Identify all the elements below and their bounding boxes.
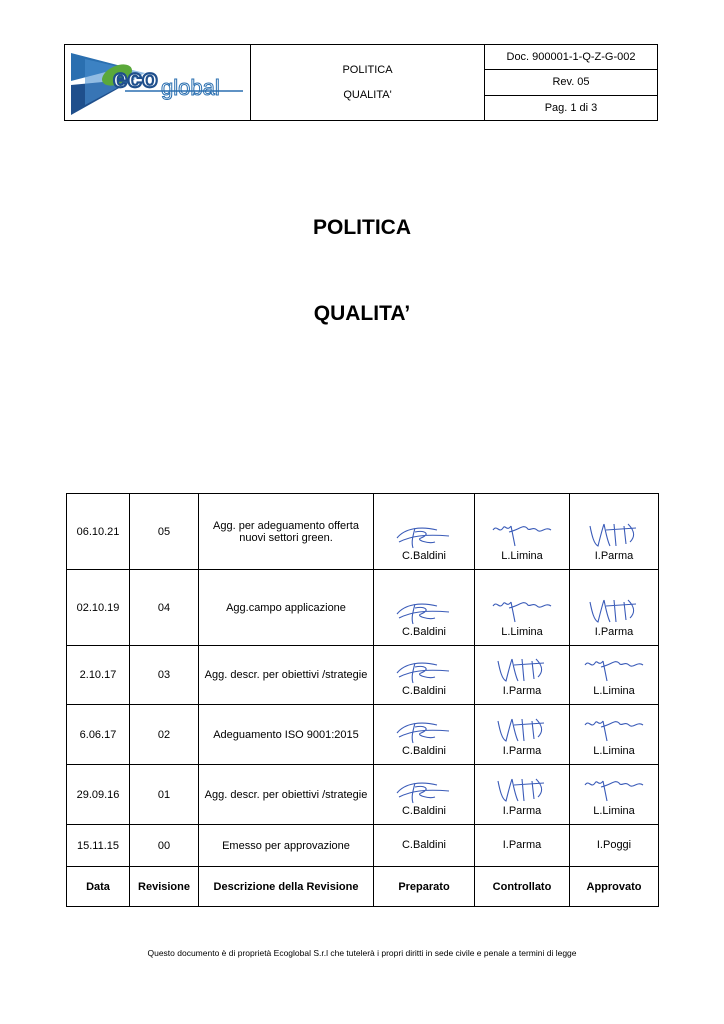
signature-parma	[494, 715, 550, 745]
col-header-date: Data	[67, 867, 130, 907]
signature-limina	[581, 655, 647, 685]
signature-baldini	[391, 779, 457, 805]
signer-name: I.Parma	[502, 745, 542, 757]
cell-description: Adeguamento ISO 9001:2015	[199, 705, 374, 765]
revision-row	[67, 765, 659, 825]
cell-prepared	[374, 646, 475, 705]
cell-date: 6.06.17	[67, 705, 130, 765]
cell-prepared	[374, 765, 475, 825]
signature-baldini	[391, 659, 457, 685]
revision-row	[67, 646, 659, 705]
signature-baldini	[391, 719, 457, 745]
cell-date: 2.10.17	[67, 646, 130, 705]
doc-code: Doc. 900001-1-Q-Z-G-002	[485, 45, 657, 70]
company-logo	[65, 45, 251, 120]
signer-name: I.Parma	[594, 550, 634, 562]
revision-row	[67, 494, 659, 570]
col-header-revision: Revisione	[130, 867, 199, 907]
col-header-prepared: Preparato	[374, 867, 475, 907]
cell-description: Agg. descr. per obiettivi /strategie	[199, 765, 374, 825]
revision-row	[67, 705, 659, 765]
document-header	[64, 44, 658, 121]
signature-parma	[586, 520, 642, 550]
cell-date: 06.10.21	[67, 494, 130, 570]
signer-name: C.Baldini	[401, 626, 447, 638]
cell-approved	[570, 705, 659, 765]
signature-limina	[489, 596, 555, 626]
signature-baldini	[391, 524, 457, 550]
signer-name: C.Baldini	[401, 839, 447, 851]
cell-approved	[570, 765, 659, 825]
signer-name: L.Limina	[501, 550, 543, 562]
cell-description: Agg.campo applicazione	[199, 570, 374, 646]
cell-prepared	[374, 570, 475, 646]
cell-checked	[475, 765, 570, 825]
cell-approved	[570, 825, 659, 867]
page-number: Pag. 1 di 3	[544, 101, 598, 114]
cell-checked	[475, 570, 570, 646]
svg-text:eco: eco	[113, 63, 158, 93]
cell-description: Agg. per adeguamento offerta nuovi settori green.	[199, 494, 374, 570]
col-header-checked: Controllato	[475, 867, 570, 907]
signer-name: C.Baldini	[401, 745, 447, 757]
cell-prepared	[374, 494, 475, 570]
cell-approved	[570, 494, 659, 570]
cell-checked	[475, 825, 570, 867]
document-title-line1: POLITICA	[313, 216, 411, 239]
cell-revision: 00	[130, 825, 199, 867]
cell-approved	[570, 570, 659, 646]
signer-name: I.Parma	[502, 839, 542, 851]
header-meta	[485, 45, 657, 120]
cell-date: 02.10.19	[67, 570, 130, 646]
col-header-approved: Approvato	[570, 867, 659, 907]
signer-name: L.Limina	[593, 805, 635, 817]
revision-table	[66, 493, 659, 907]
revision-row	[67, 570, 659, 646]
cell-revision: 01	[130, 765, 199, 825]
cell-approved	[570, 646, 659, 705]
signer-name: I.Parma	[502, 685, 542, 697]
cell-revision: 04	[130, 570, 199, 646]
cell-prepared	[374, 825, 475, 867]
signer-name: L.Limina	[593, 745, 635, 757]
signature-parma	[494, 655, 550, 685]
table-header-row	[67, 867, 659, 907]
footer-notice: Questo documento è di proprietà Ecoglobal S.r.l che tutelerà i propri diritti in sede civile e penale a termini di legge	[147, 948, 577, 958]
svg-text:global: global	[161, 75, 220, 100]
cell-date: 15.11.15	[67, 825, 130, 867]
revision-row	[67, 825, 659, 867]
cell-checked	[475, 494, 570, 570]
cell-description: Emesso per approvazione	[199, 825, 374, 867]
document-title-line2: QUALITA’	[313, 302, 411, 325]
signer-name: I.Parma	[502, 805, 542, 817]
signer-name: C.Baldini	[401, 805, 447, 817]
cell-revision: 03	[130, 646, 199, 705]
cell-revision: 02	[130, 705, 199, 765]
cell-prepared	[374, 705, 475, 765]
signer-name: C.Baldini	[401, 550, 447, 562]
header-title	[251, 45, 485, 120]
signature-baldini	[391, 600, 457, 626]
cell-checked	[475, 646, 570, 705]
cell-description: Agg. descr. per obiettivi /strategie	[199, 646, 374, 705]
signature-parma	[586, 596, 642, 626]
col-header-description: Descrizione della Revisione	[199, 867, 374, 907]
signer-name: I.Parma	[594, 626, 634, 638]
cell-revision: 05	[130, 494, 199, 570]
signer-name: L.Limina	[593, 685, 635, 697]
signature-limina	[489, 520, 555, 550]
cell-checked	[475, 705, 570, 765]
signer-name: C.Baldini	[401, 685, 447, 697]
cell-date: 29.09.16	[67, 765, 130, 825]
revision-number: Rev. 05	[485, 70, 657, 95]
signature-limina	[581, 775, 647, 805]
signature-limina	[581, 715, 647, 745]
signature-parma	[494, 775, 550, 805]
header-title-line2: QUALITA'	[343, 88, 392, 101]
signer-name: L.Limina	[501, 626, 543, 638]
signer-name: I.Poggi	[596, 839, 632, 851]
header-title-line1: POLITICA	[342, 63, 393, 76]
